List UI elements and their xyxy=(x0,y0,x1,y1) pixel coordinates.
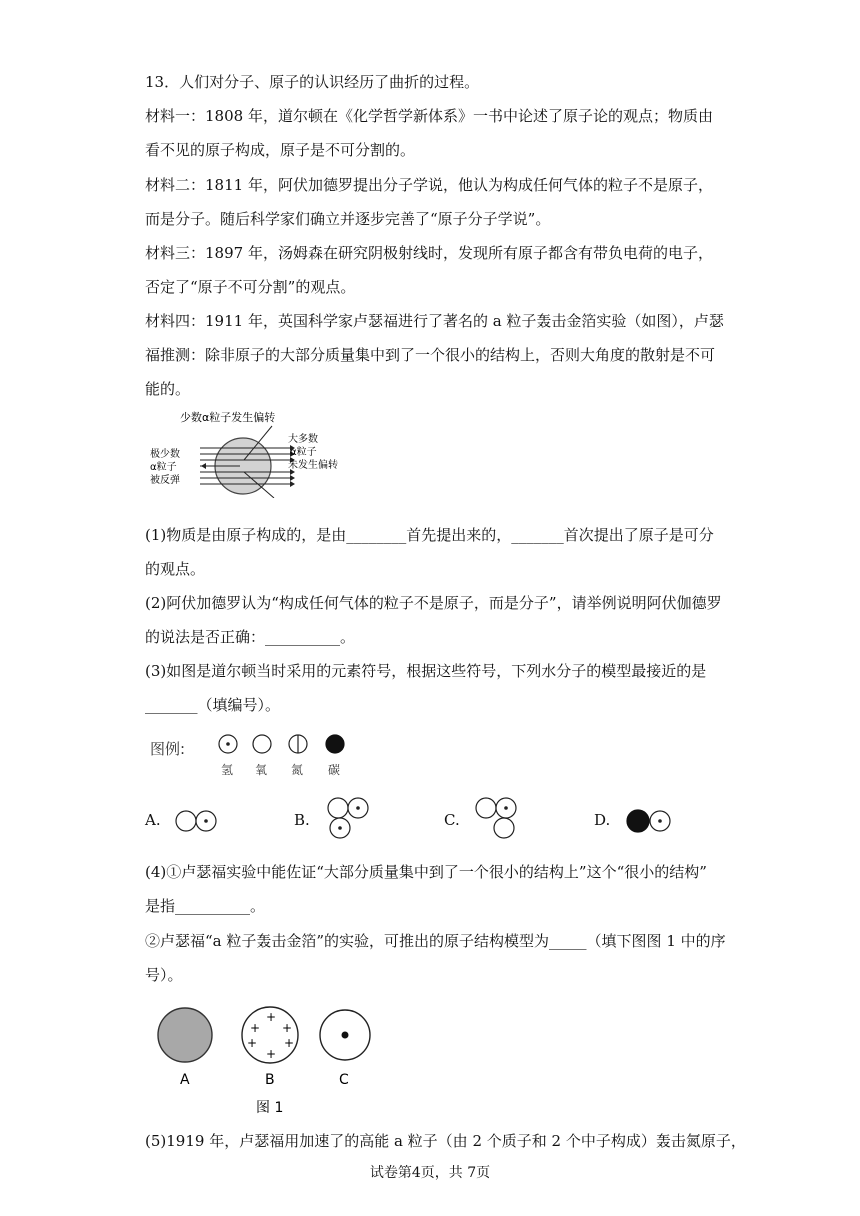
model-a-label: A xyxy=(180,1072,190,1088)
scatter-left-label-2: α粒子 xyxy=(150,462,177,473)
option-a-label: A. xyxy=(145,811,161,829)
model-c-nuclear xyxy=(320,1010,370,1060)
part-4-sub-2-line-1: ②卢瑟福“a 粒子轰击金箔”的实验，可推出的原子结构模型为_____（填下图图 1 中的序 xyxy=(145,932,726,950)
svg-text:+: + xyxy=(284,1036,295,1050)
part-3-line-1: (3)如图是道尔顿当时采用的元素符号，根据这些符号，下列水分子的模型最接近的是 xyxy=(145,662,707,680)
part-4-line-1: (4)①卢瑟福实验中能佐证“大部分质量集中到了一个很小的结构上”这个“很小的结构” xyxy=(145,863,707,881)
option-c-label: C. xyxy=(444,811,460,829)
option-c-model xyxy=(472,794,522,844)
material-2-line-1: 材料二：1811 年，阿伏加德罗提出分子学说，他认为构成任何气体的粒子不是原子， xyxy=(145,176,713,194)
material-3-line-2: 否定了“原子不可分割”的观点。 xyxy=(145,278,356,296)
oxygen-symbol-icon xyxy=(253,735,271,753)
material-4-line-1: 材料四：1911 年，英国科学家卢瑟福进行了著名的 a 粒子轰击金箔实验（如图），卢瑟 xyxy=(145,312,724,330)
svg-text:+: + xyxy=(266,1047,277,1061)
part-2-line-1: (2)阿伏加德罗认为“构成任何气体的粒子不是原子，而是分子”，请举例说明阿伏伽德罗 xyxy=(145,594,722,612)
scatter-right-label-3: 未发生偏转 xyxy=(288,460,338,471)
legend-label-hydrogen: 氢 xyxy=(221,763,234,777)
option-a-model xyxy=(172,806,224,836)
svg-text:+: + xyxy=(250,1021,261,1035)
svg-text:+: + xyxy=(266,1010,277,1024)
part-4-line-2: 是指__________。 xyxy=(145,897,266,915)
part-2-line-2: 的说法是否正确：__________。 xyxy=(145,628,356,646)
part-1-line-1: (1)物质是由原子构成的，是由________首先提出来的，_______首次提出了原子是可分 xyxy=(145,526,714,544)
hydrogen-symbol-icon xyxy=(219,735,237,753)
svg-text:+: + xyxy=(247,1036,258,1050)
material-4-line-3: 能的。 xyxy=(145,380,191,398)
question-title: 13．人们对分子、原子的认识经历了曲折的过程。 xyxy=(145,73,480,91)
figure-1-caption: 图 1 xyxy=(256,1100,284,1116)
nitrogen-symbol-icon xyxy=(289,735,307,753)
material-3-line-1: 材料三：1897 年，汤姆森在研究阴极射线时，发现所有原子都含有带负电荷的电子， xyxy=(145,244,713,262)
model-c-label: C xyxy=(339,1072,349,1088)
part-4-sub-2-line-2: 号）。 xyxy=(145,966,183,984)
scatter-left-label-3: 被反弹 xyxy=(150,475,180,486)
legend-label-carbon: 碳 xyxy=(328,763,341,777)
legend-prefix: 图例: xyxy=(150,740,186,758)
scatter-left-label-1: 极少数 xyxy=(150,449,180,460)
part-1-line-2: 的观点。 xyxy=(145,560,206,578)
option-b-model xyxy=(322,794,376,844)
material-4-line-2: 福推测：除非原子的大部分质量集中到了一个很小的结构上，否则大角度的散射是不可 xyxy=(145,346,716,364)
material-2-line-2: 而是分子。随后科学家们确立并逐步完善了“原子分子学说”。 xyxy=(145,210,551,228)
option-d-label: D. xyxy=(594,811,611,829)
scatter-top-label: 少数α粒子发生偏转 xyxy=(180,411,276,424)
svg-text:+: + xyxy=(282,1021,293,1035)
material-1-line-2: 看不见的原子构成，原子是不可分割的。 xyxy=(145,141,416,159)
figure-1-atom-models xyxy=(150,1000,390,1120)
model-b-plum-pudding xyxy=(242,1007,298,1063)
page-footer: 试卷第4页，共 7页 xyxy=(369,1165,491,1181)
legend-label-nitrogen: 氮 xyxy=(291,763,304,777)
legend-label-oxygen: 氧 xyxy=(255,763,268,777)
part-5-line-1: (5)1919 年，卢瑟福用加速了的高能 a 粒子（由 2 个质子和 2 个中子构成）轰击氮原子， xyxy=(145,1132,746,1150)
material-1-line-1: 材料一：1808 年，道尔顿在《化学哲学新体系》一书中论述了原子论的观点；物质由 xyxy=(145,107,713,125)
scatter-right-label-2: α粒子 xyxy=(290,447,317,458)
dalton-legend xyxy=(148,730,368,780)
option-d-model xyxy=(622,806,678,836)
alpha-scattering-figure xyxy=(148,408,358,498)
carbon-symbol-icon xyxy=(326,735,344,753)
model-a-solid-sphere xyxy=(158,1008,212,1062)
option-b-label: B. xyxy=(294,811,310,829)
scatter-right-label-1: 大多数 xyxy=(288,434,318,445)
model-b-label: B xyxy=(265,1072,275,1088)
part-3-line-2: _______（填编号）。 xyxy=(145,696,281,714)
